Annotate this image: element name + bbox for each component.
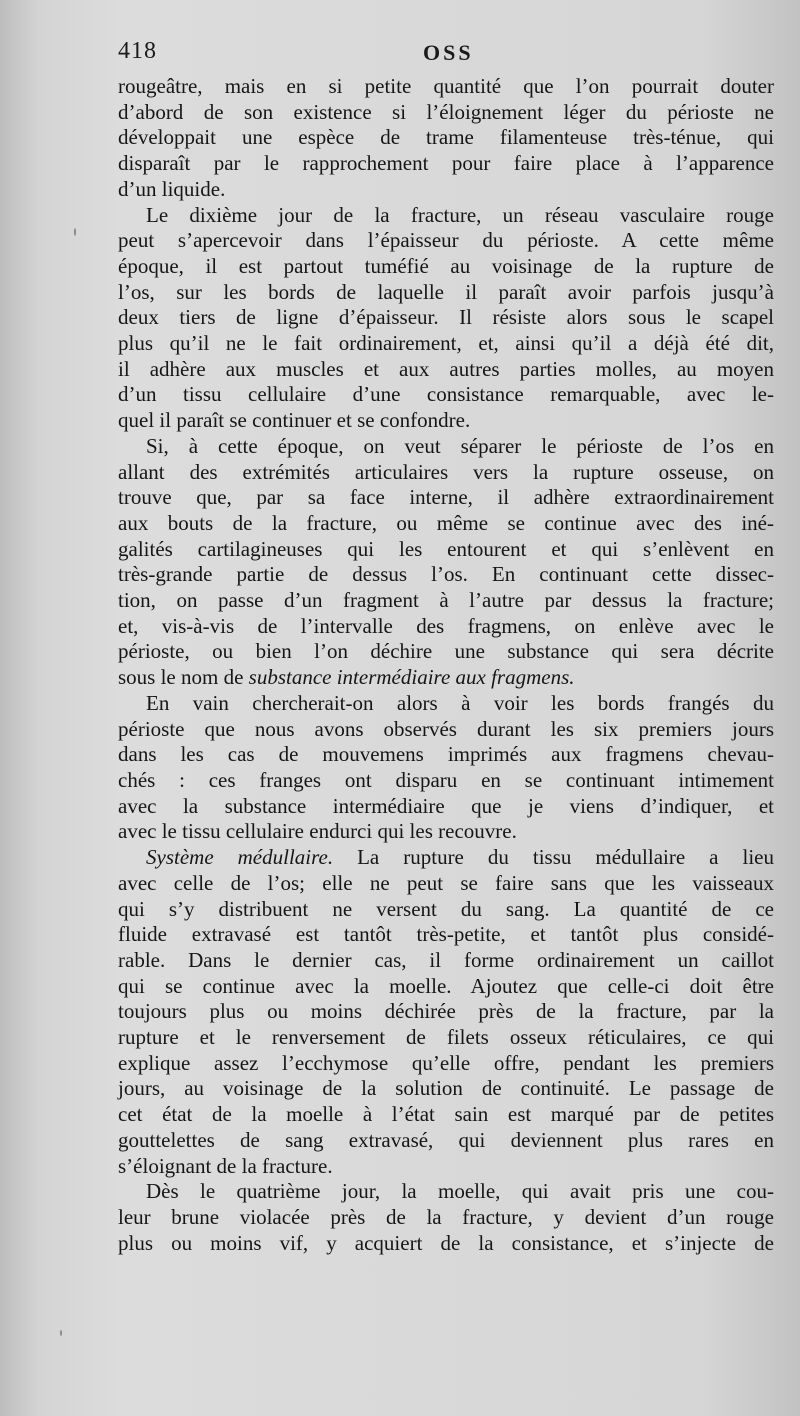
text-line: peut s’apercevoir dans l’épaisseur du périoste. A cette même (118, 228, 774, 253)
text-line: leur brune violacée près de la fracture, y devient d’un rouge (118, 1204, 774, 1229)
text-line: galités cartilagineuses qui les entourent et qui s’enlèvent en (118, 536, 774, 561)
paper-speck (60, 1330, 62, 1336)
text-line: plus qu’il ne le fait ordinairement, et, ainsi qu’il a déjà été dit, (118, 331, 774, 356)
italic-term: substance intermédiaire aux fragmens. (248, 665, 575, 690)
text-line: qui s’y distribuent ne versent du sang. La quantité de ce (118, 896, 774, 921)
text-line: Si, à cette époque, on veut séparer le périoste de l’os en (146, 433, 774, 458)
text-line: périoste, ou bien l’on déchire une substance qui sera décrite (118, 639, 774, 664)
body-text (118, 74, 774, 1256)
page-bottom-margin (118, 1260, 774, 1400)
text-line: avec le tissu cellulaire endurci qui les recouvre. (118, 819, 517, 844)
text-fragment: sous le nom de (118, 665, 249, 690)
text-line: explique assez l’ecchymose qu’elle offre, pendant les premiers (118, 1050, 774, 1075)
section-heading: Système médullaire. (146, 845, 334, 870)
page-header (118, 38, 770, 72)
page-number: 418 (118, 38, 157, 64)
text-line: quel il paraît se continuer et se confondre. (118, 408, 471, 433)
paper-speck (74, 228, 76, 236)
text-line: allant des extrémités articulaires vers la rupture osseuse, on (118, 459, 774, 484)
text-line: plus ou moins vif, y acquiert de la consistance, et s’injecte de (118, 1230, 774, 1255)
text-line: deux tiers de ligne d’épaisseur. Il résiste alors sous le scapel (118, 305, 774, 330)
text-line: chés : ces franges ont disparu en se continuant intimement (118, 767, 774, 792)
text-line: gouttelettes de sang extravasé, qui deviennent plus rares en (118, 1127, 774, 1152)
text-line: d’abord de son existence si l’éloignement léger du périoste ne (118, 99, 774, 124)
text-line: d’un liquide. (118, 176, 226, 201)
text-line: s’éloignant de la fracture. (118, 1153, 333, 1178)
running-head: OSS (423, 40, 474, 65)
text-line: rable. Dans le dernier cas, il forme ordinairement un caillot (118, 947, 774, 972)
text-line: fluide extravasé est tantôt très-petite, et tantôt plus considé- (118, 922, 774, 947)
text-line: rougeâtre, mais en si petite quantité que l’on pourrait douter (118, 74, 774, 98)
text-line-mixed (118, 665, 774, 691)
text-line: dans les cas de mouvemens imprimés aux fragmens chevau- (118, 742, 774, 767)
text-line: l’os, sur les bords de laquelle il paraît avoir parfois jusqu’à (118, 279, 774, 304)
text-line: d’un tissu cellulaire d’une consistance remarquable, avec le- (118, 382, 774, 407)
text-line: jours, au voisinage de la solution de continuité. Le passage de (118, 1076, 774, 1101)
text-line: et, vis-à-vis de l’intervalle des fragmens, on enlève avec le (118, 613, 774, 638)
text-line: cet état de la moelle à l’état sain est marqué par de petites (118, 1102, 774, 1127)
text-line: Dès le quatrième jour, la moelle, qui avait pris une cou- (146, 1179, 774, 1204)
text-line: tion, on passe d’un fragment à l’autre par dessus la fracture; (118, 588, 774, 613)
text-fragment: La rupture du tissu médullaire a lieu (333, 845, 774, 870)
text-line: Le dixième jour de la fracture, un réseau vasculaire rouge (146, 202, 774, 227)
text-line: très-grande partie de dessus l’os. En continuant cette dissec- (118, 562, 774, 587)
text-line: toujours plus ou moins déchirée près de la fracture, par la (118, 999, 774, 1024)
text-line: époque, il est partout tuméfié au voisinage de la rupture de (118, 253, 774, 278)
text-line: avec la substance intermédiaire que je viens d’indiquer, et (118, 793, 774, 818)
text-line-mixed (118, 845, 774, 871)
text-line: périoste que nous avons observés durant les six premiers jours (118, 716, 774, 741)
text-line: il adhère aux muscles et aux autres parties molles, au moyen (118, 356, 774, 381)
text-line: qui se continue avec la moelle. Ajoutez que celle-ci doit être (118, 973, 774, 998)
text-line: développait une espèce de trame filamenteuse très-ténue, qui (118, 125, 774, 150)
text-line: aux bouts de la fracture, ou même se continue avec des iné- (118, 510, 774, 535)
text-line: disparaît par le rapprochement pour faire place à l’apparence (118, 151, 774, 176)
text-line: trouve que, par sa face interne, il adhère extraordinairement (118, 485, 774, 510)
text-line: En vain chercherait-on alors à voir les bords frangés du (146, 690, 774, 715)
text-line: rupture et le renversement de filets osseux réticulaires, ce qui (118, 1025, 774, 1050)
text-line: avec celle de l’os; elle ne peut se faire sans que les vaisseaux (118, 870, 774, 895)
